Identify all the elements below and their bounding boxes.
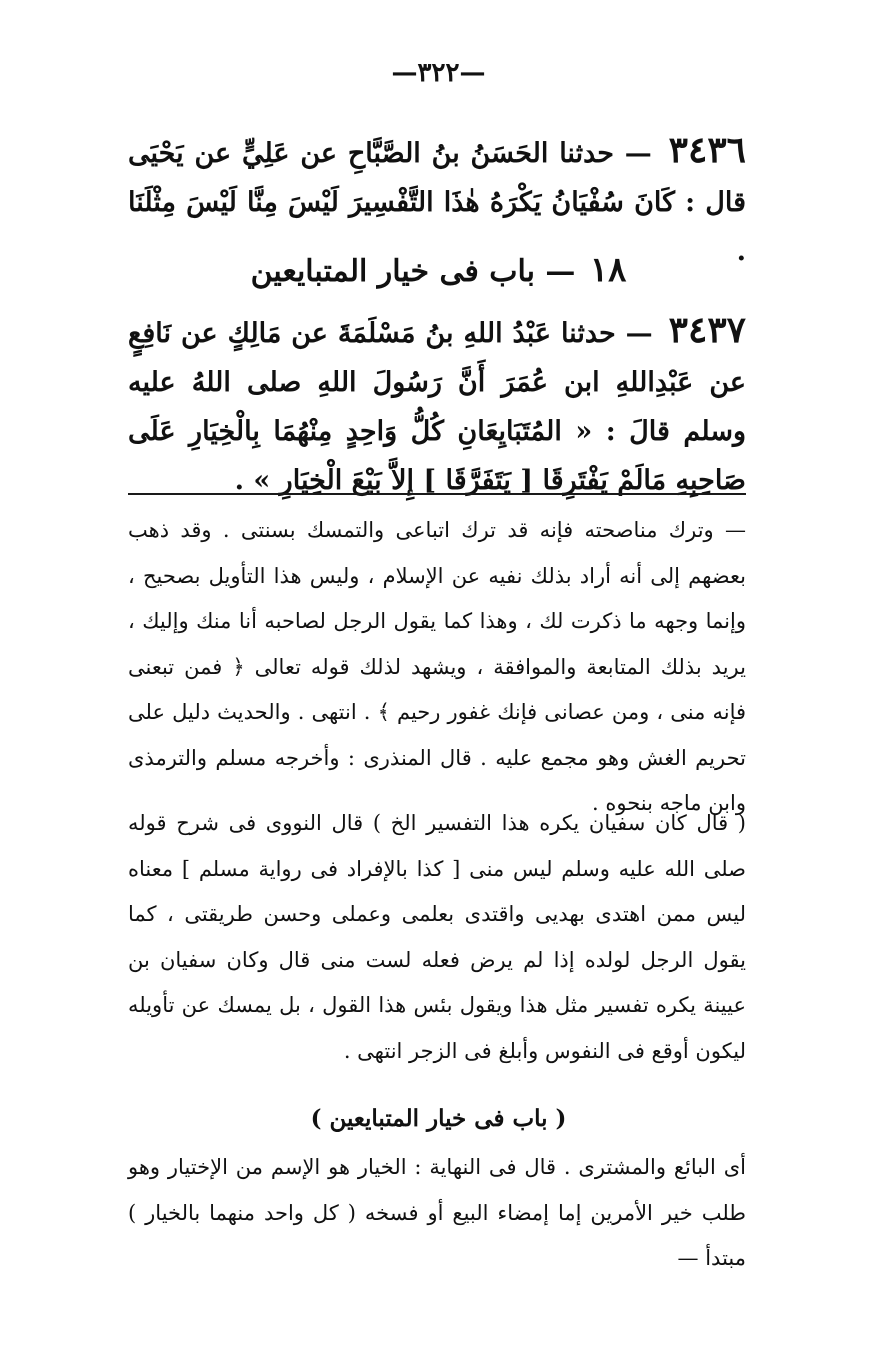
- hadith-3437: [128, 306, 746, 505]
- commentary-paragraph: — وترك مناصحته فإنه قد ترك اتباعى والتمسك بسنتى . وقد ذهب بعضهم إلى أنه أراد بذلك نفيه عن الإسلام ، وليس هذا التأويل بصحيح ، وإنما وجهه ما ذكرت لك ، وهذا كما يقول الرجل لصاحبه أنا منك وإليك ، يريد بذلك المتابعة والموافقة ، ويشهد لذلك قوله تعالى ﴿ فمن تبعنى فإنه منى ، ومن عصانى فإنك غفور رحيم ﴾ . انتهى . والحديث دليل على تحريم الغش وهو مجمع عليه . قال المنذرى : وأخرجه مسلم والترمذى وابن ماجه بنحوه .: [128, 518, 746, 815]
- hadith-number: ٣٤٣٧: [668, 309, 746, 351]
- chapter-title: — باب فى خيار المتبايعين: [250, 254, 576, 289]
- commentary-paragraph: ( قال كان سفيان يكره هذا التفسير الخ ) قال النووى فى شرح قوله صلى الله عليه وسلم ليس منى [ كذا بالإفراد فى رواية مسلم ] معناه ليس ممن اهتدى بهديى واقتدى بعلمى وعملى وحسن طريقتى ، كما يقول الرجل لولده إذا لم يرض فعله لست منى قال وكان سفيان بن عيينة يكره تفسير مثل هذا ويقول بئس هذا القول ، بل يمسك عن تأويله ليكون أوقع فى النفوس وأبلغ فى الزجر انتهى .: [128, 811, 746, 1063]
- commentary-paragraph: أى البائع والمشترى . قال فى النهاية : الخيار هو الإسم من الإختيار وهو طلب خير الأمرين إما إمضاء البيع أو فسخه ( كل واحد منهما بالخيار ) مبتدأ —: [128, 1155, 746, 1270]
- footnote-divider: [128, 493, 746, 495]
- chapter-heading: [0, 250, 877, 290]
- chapter-number: ١٨: [589, 250, 627, 290]
- hadith-text: — حدثنا الحَسَنُ بنُ الصَّبَّاحِ عن عَلِيٍّ عن يَحْيَى قال : كَانَ سُفْيَانُ يَكْرَهُ هٰذَا التَّفْسِيرَ لَيْسَ مِنَّا لَيْسَ مِثْلَنَا .: [128, 138, 746, 267]
- commentary-chapter-heading: ( باب فى خيار المتبايعين ): [310, 1105, 567, 1132]
- hadith-text: — حدثنا عَبْدُ اللهِ بنُ مَسْلَمَةَ عن مَالِكٍ عن نَافِعٍ عن عَبْدِاللهِ ابن عُمَرَ أَنَّ رَسُولَ اللهِ صلى اللهُ عليه وسلم قالَ : « المُتَبَايِعَانِ كُلُّ وَاحِدٍ مِنْهُمَا بِالْخِيَارِ عَلَى صَاحِبِهِ مَالَمْ يَفْتَرِقَا [ يَتَفَرَّقَا ] إِلاَّ بَيْعَ الْخِيَارِ » .: [128, 318, 746, 496]
- hadith-number: ٣٤٣٦: [668, 129, 746, 171]
- page-number: —٣٢٢—: [391, 58, 486, 88]
